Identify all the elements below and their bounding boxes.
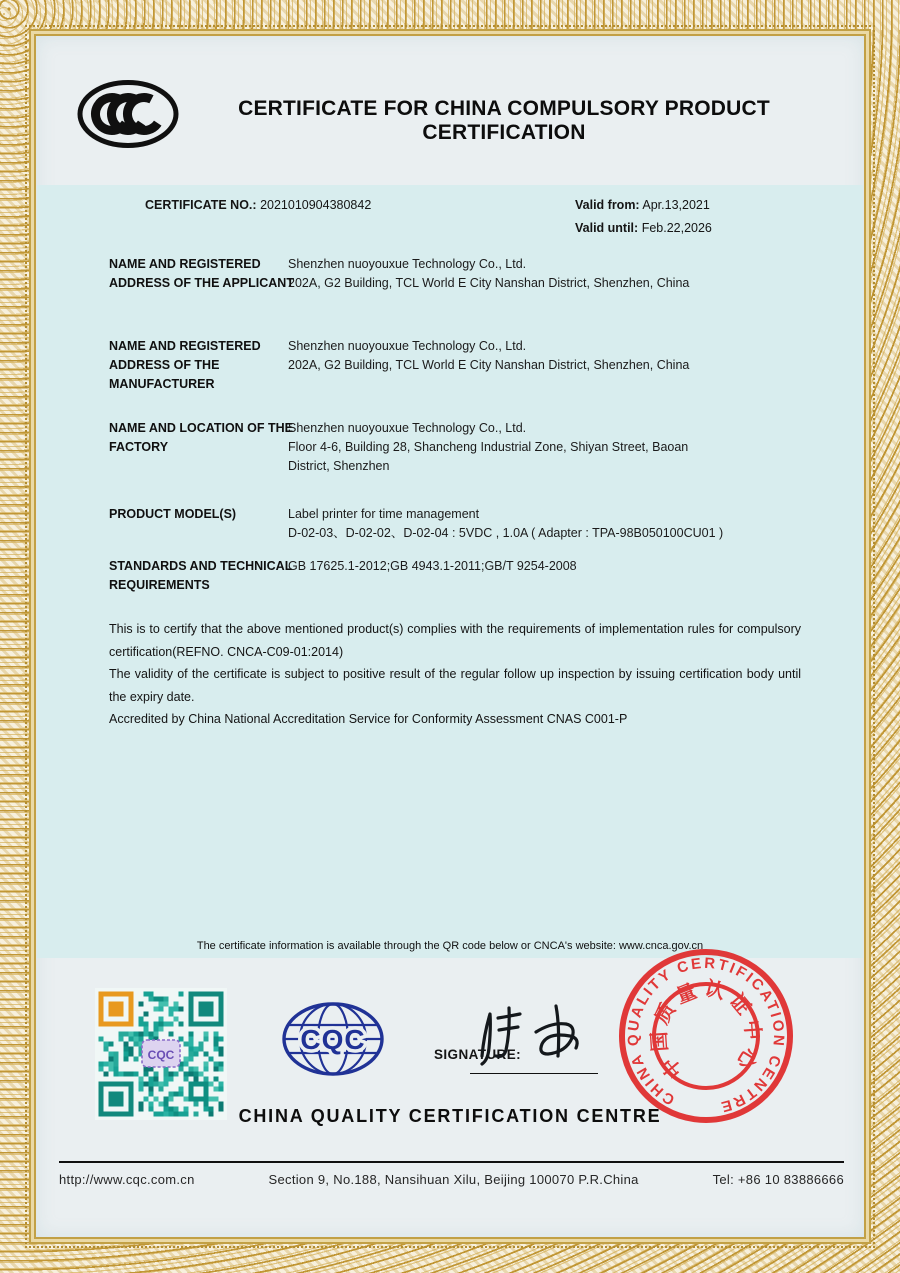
- svg-text:CHINA QUALITY CERTIFICATION CE: [617, 947, 795, 1123]
- footer-address: Section 9, No.188, Nansihuan Xilu, Beijing 100070 P.R.China: [268, 1172, 639, 1187]
- certificate-title: CERTIFICATE FOR CHINA COMPULSORY PRODUCT CERTIFICATION: [238, 97, 770, 144]
- ccc-logo-icon: [76, 78, 180, 150]
- certification-statements: [109, 618, 801, 731]
- statement-compliance: This is to certify that the above mentioned product(s) complies with the requirements of implementation rules for compulsory certification(REFNO. CNCA-C09-01:2014): [109, 622, 801, 659]
- svg-text:CQC: CQC: [147, 1048, 175, 1062]
- organization-name: CHINA QUALITY CERTIFICATION CENTRE: [238, 1106, 662, 1126]
- qr-code: [95, 988, 227, 1120]
- applicant-label: NAME AND REGISTERED ADDRESS OF THE APPLICANT: [109, 257, 294, 290]
- product-models-value: Label printer for time management D-02-03、D-02-02、D-02-04 : 5VDC , 1.0A ( Adapter : TPA-98B050100CU01 ): [288, 507, 724, 540]
- footer-tel: Tel: +86 10 83886666: [712, 1172, 844, 1187]
- footer-divider: [59, 1161, 844, 1163]
- manufacturer-value: Shenzhen nuoyouxue Technology Co., Ltd. 202A, G2 Building, TCL World E City Nanshan District, Shenzhen, China: [288, 339, 690, 372]
- valid-until: Valid until: Feb.22,2026: [575, 221, 712, 235]
- statement-accreditation: Accredited by China National Accreditation Service for Conformity Assessment CNAS C001-P: [109, 712, 628, 726]
- footer-website: http://www.cqc.com.cn: [59, 1172, 195, 1187]
- red-stamp: [617, 947, 795, 1125]
- standards-label: STANDARDS AND TECHNICAL REQUIREMENTS: [109, 559, 293, 592]
- product-models-label: PRODUCT MODEL(S): [109, 507, 237, 521]
- certificate-number-value: 2021010904380842: [260, 198, 372, 212]
- factory-value: Shenzhen nuoyouxue Technology Co., Ltd. Floor 4-6, Building 28, Shancheng Industrial Zone, Shiyan Street, Baoan District, Shenzhen: [288, 421, 689, 473]
- valid-from: Valid from: Apr.13,2021: [575, 198, 710, 212]
- cqc-logo-text: CQC: [300, 1024, 366, 1055]
- factory-label: NAME AND LOCATION OF THE FACTORY: [109, 421, 294, 454]
- certificate-number: [145, 198, 371, 212]
- certificate-number-label: CERTIFICATE NO.:: [145, 198, 257, 212]
- applicant-value: Shenzhen nuoyouxue Technology Co., Ltd. 202A, G2 Building, TCL World E City Nanshan District, Shenzhen, China: [288, 257, 690, 290]
- stamp-chinese-text: 中国质量认证中心: [648, 977, 764, 1083]
- svg-text:中国质量认证中心: [644, 973, 768, 1085]
- signature-handwriting: [468, 998, 608, 1070]
- certificate-details-panel: [37, 185, 863, 958]
- signature-label: SIGNATURE:: [434, 1047, 521, 1062]
- manufacturer-label: NAME AND REGISTERED ADDRESS OF THE MANUFACTURER: [109, 339, 261, 391]
- standards-value: GB 17625.1-2012;GB 4943.1-2011;GB/T 9254-2008: [288, 559, 577, 573]
- footer: [59, 1172, 844, 1187]
- qr-center-badge: [142, 1040, 180, 1067]
- signature-line: [470, 1073, 598, 1074]
- cqc-globe-logo: [281, 1001, 385, 1077]
- qr-info-note: The certificate information is available through the QR code below or CNCA's website: www.cnca.gov.cn: [196, 940, 704, 952]
- stamp-english-text: CHINA QUALITY CERTIFICATION CENTRE: [624, 954, 788, 1116]
- statement-validity: The validity of the certificate is subject to positive result of the regular follow up inspection by issuing certification body until the expiry date.: [109, 667, 801, 704]
